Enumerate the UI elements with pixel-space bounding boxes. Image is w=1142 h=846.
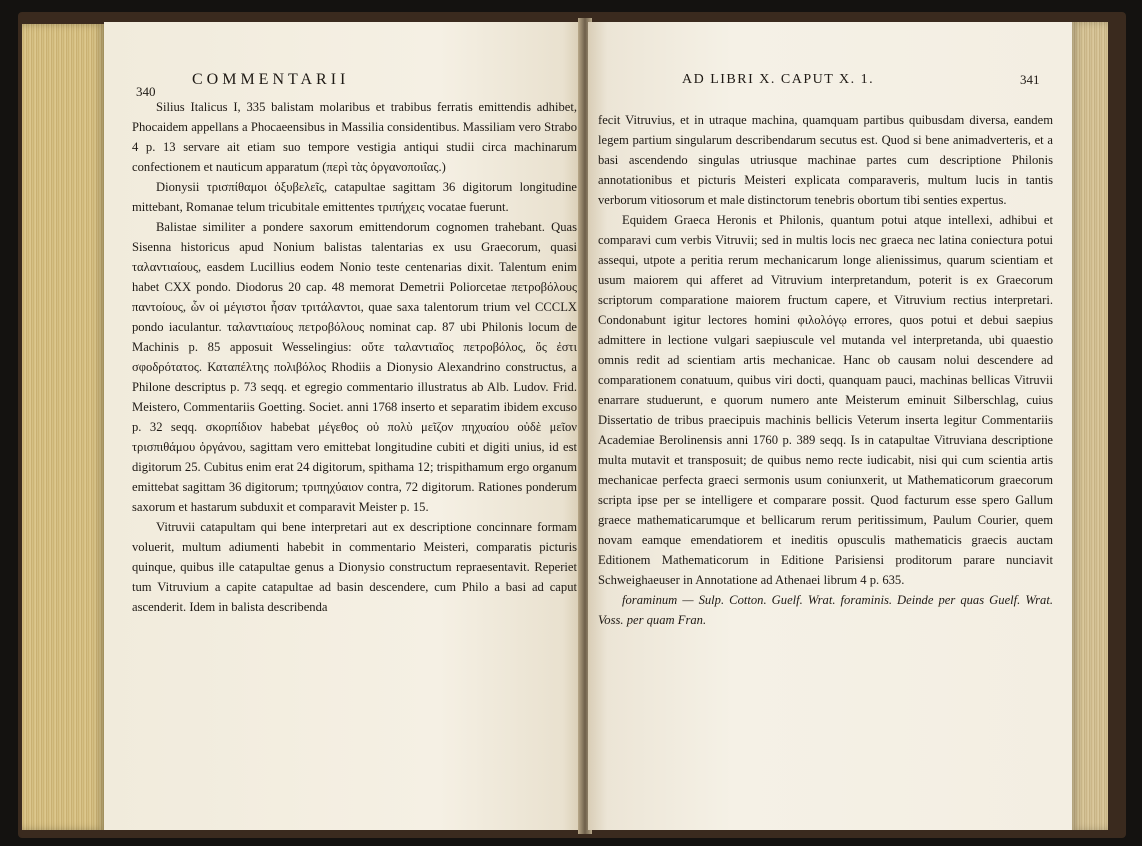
left-page (104, 22, 582, 830)
paragraph: Silius Italicus I, 335 balistam molaribus et trabibus ferratis emittendis adhibet, Phocaidem appellans a Phocaeensibus in Massilia considentibus. Massiliam vero Strabo 4 p. 13 servare ait etiam suo tempore vestigia antiqui studii circa machinarum confectionem et nauticum apparatum (περὶ τὰς ὀργανοποιΐας.) (132, 100, 577, 174)
right-running-head: AD LIBRI X. CAPUT X. 1. (682, 72, 875, 87)
left-running-head: COMMENTARII (192, 71, 350, 88)
paragraph: Balistae similiter a pondere saxorum emittendorum cognomen trahebant. Quas Sisenna historicus apud Nonium balistas talentarias ex usu Graecorum, quasi ταλαντιαίους, easdem Lucillius eodem Nonio teste centenarias dixit. Talentum enim habet CXX pondo. Diodorus 20 cap. 48 memorat Demetrii Poliorcetae πετροβόλους παντοίους, ὧν οἱ μέγιστοι ἦσαν τριτάλαντοι, quae saxa talentorum trium vel CCCLX pondo iaculantur. ταλαντιαίους πετροβόλους nominat cap. 87 ubi Philonis locum de Machinis p. 85 apposuit Wesselingius: οὔτε ταλαντιαῖος πετροβόλος, ὅς ἐστι σφοδρότατος. Καταπέλτης πολιβόλος Rhodiis a Dionysio Alexandrino constructus, a Philone descriptus p. 73 seqq. et egregio commentario illustratus ab Alb. Ludov. Frid. Meistero, Commentariis Goetting. Societ. anni 1768 inserto et separatim ibidem excuso p. 32 seqq. σκορπίδιον habebat μέγεθος οὐ πολὺ μεῖζον πηχυαίου οὐδὲ μεῖον τρισπιθάμου ὀργάνου, sagittam vero emittebat longitudine cubiti et digiti unius, id est digitorum 25. Cubitus enim erat 24 digitorum, spithama 12; trispithamum ergo organum emittebat sagittam 36 digitorum; τριπηχύαιον contra, 72 digitorum. Rationes ponderum saxorum et hastarum subduxit et comparavit Meister p. 15. (132, 220, 577, 514)
paragraph: Equidem Graeca Heronis et Philonis, quantum potui atque intellexi, adhibui et comparavi cum verbis Vitruvii; sed in multis locis nec graeca nec latina coniectura potui assequi, utpote a peritia rerum mechanicarum longe alienissimus, quarum scientiam et usum maiorem qui afferet ad Vitruvium interpretandum, poterit is ex Graecorum scriptorum comparatione maiorem fructum capere, et Vitruvium rectius interpretari. Condonabunt igitur lectores homini φιλολόγῳ errores, quos potui et debui saepius admittere in lectione vulgari saepiuscule vel mutanda vel interpretanda, ubi quaestio omnis redit ad scientiam artis mechanicae. Hanc ob causam nolui descendere ad comparationem conatuum, quibus viri docti, quanquam pauci, machinas bellicas Vitruvii enarrare studuerunt, e quorum numero ante Meisterum eminuit Silberschlag, cuius Dissertatio de tribus praecipuis machinis bellicis Veterum inserta legitur Commentariis Academiae Berolinensis anni 1760 p. 389 seqq. Is in catapultae Vitruviana descriptione multa mutavit et transposuit; de quibus nemo recte iudicabit, nisi qui cum scientia artis mechanicae perfecta graeci sermonis usum coniunxerit, ut Mathematicorum graecorum scripta ipse per se intelligere et comparare possit. Quod facturum esse spero Gallum graece mathematicarumque et bellicarum rerum peritissimum, Paulum Courier, quem novam eamque emendatiorem et ineditis opusculis mathematicis graecis auctam Editionem Mathematicorum in Editione Parisiensi proditorum parare nunciavit Schweighaeuser in Annotatione ad Athenaei librum 4 p. 635. (598, 213, 1053, 587)
left-page-number: 340 (136, 84, 156, 99)
paragraph: foraminum — Sulp. Cotton. Guelf. Wrat. foraminis. Deinde per quas Guelf. Wrat. Voss. per quam Fran. (598, 593, 1053, 627)
page-edges-left (22, 24, 106, 830)
page-edges-right (1070, 22, 1108, 830)
paragraph: Vitruvii catapultam qui bene interpretari aut ex descriptione concinnare formam voluerit, multum adiumenti habebit in commentario Meisteri, comparatis picturis quinque, quibus ille catapultae genus a Dionysio constructum repraesentavit. Reperiet tum Vitruvium a capite catapultae ad basin descendere, cum Philo a basi ad caput ascenderit. Idem in balista describenda (132, 520, 577, 614)
right-page-text (598, 110, 1053, 630)
paragraph: Dionysii τρισπίθαμοι ὀξυβελεῖς, catapultae sagittam 36 digitorum longitudine mittebant, Romanae telum tricubitale emittentes τριπήχεις vocatae fuerunt. (132, 180, 577, 214)
right-page (588, 22, 1072, 830)
right-page-number: 341 (1020, 72, 1040, 87)
left-page-text (132, 97, 577, 617)
paragraph: fecit Vitruvius, et in utraque machina, quamquam partibus quibusdam diversa, eandem legem partium singularum describendarum secutus est. Quod si bene animadverteris, et a basi ascendendo singulas utriusque machinae partes cum descriptione Philonis annotationibus et picturis Meisteri explicata comparaveris, multum lucis in tantis verborum vitiosorum et male distinctorum tenebris obortum tibi senties expertus. (598, 113, 1053, 207)
